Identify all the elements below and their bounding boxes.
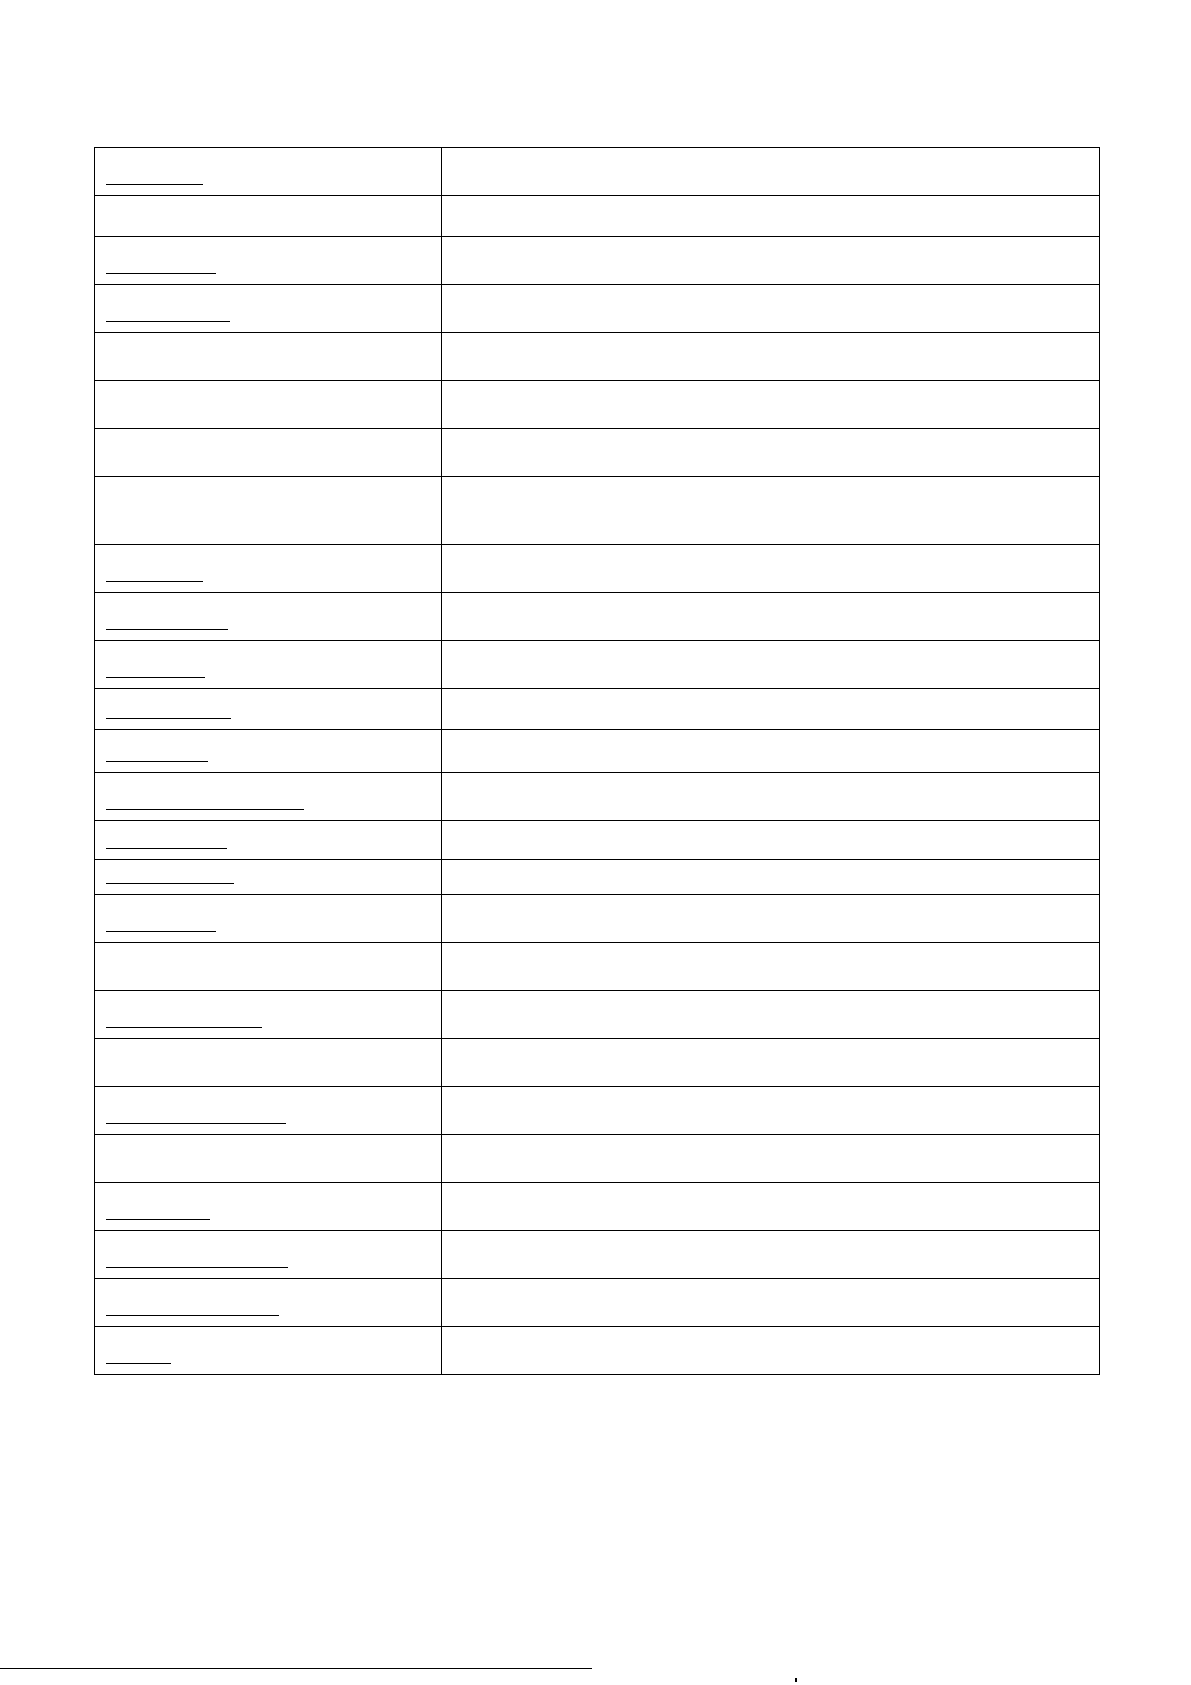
label-cell-content (95, 1039, 441, 1086)
table-row (95, 943, 1100, 991)
label-cell-content (95, 477, 441, 544)
table-row (95, 333, 1100, 381)
table-row (95, 1231, 1100, 1279)
label-cell-content (95, 333, 441, 380)
blank-fill-line (106, 1123, 286, 1124)
value-cell (442, 429, 1100, 477)
value-cell (442, 689, 1100, 730)
table-row (95, 991, 1100, 1039)
label-cell-content (95, 773, 441, 820)
table-row (95, 545, 1100, 593)
blank-fill-line (106, 883, 234, 884)
value-cell (442, 333, 1100, 381)
label-cell (95, 196, 442, 237)
blank-fill-line (106, 1267, 288, 1268)
table-row (95, 429, 1100, 477)
value-cell (442, 773, 1100, 821)
table-row (95, 381, 1100, 429)
label-cell-content (95, 1183, 441, 1230)
value-cell (442, 1135, 1100, 1183)
label-cell-content (95, 730, 441, 772)
blank-fill-line (106, 848, 227, 849)
value-cell (442, 237, 1100, 285)
table-row (95, 821, 1100, 860)
blank-fill-line (106, 1363, 171, 1364)
label-cell (95, 773, 442, 821)
label-cell (95, 991, 442, 1039)
value-cell (442, 895, 1100, 943)
label-cell (95, 1039, 442, 1087)
label-cell-content (95, 593, 441, 640)
blank-fill-line (106, 809, 304, 810)
blank-fill-line (106, 581, 203, 582)
table-row (95, 148, 1100, 196)
label-cell (95, 1087, 442, 1135)
label-cell (95, 593, 442, 641)
value-cell (442, 1279, 1100, 1327)
blank-fill-line (106, 677, 205, 678)
value-cell (442, 641, 1100, 689)
value-cell (442, 285, 1100, 333)
value-cell (442, 821, 1100, 860)
value-cell (442, 1183, 1100, 1231)
label-cell (95, 429, 442, 477)
label-cell (95, 1327, 442, 1375)
value-cell (442, 991, 1100, 1039)
value-cell (442, 1039, 1100, 1087)
table-row (95, 477, 1100, 545)
label-cell (95, 1231, 442, 1279)
label-cell (95, 477, 442, 545)
table-row (95, 1087, 1100, 1135)
footnote-mark (795, 1678, 797, 1682)
blank-fill-line (106, 1219, 210, 1220)
value-cell (442, 593, 1100, 641)
value-cell (442, 381, 1100, 429)
label-cell (95, 895, 442, 943)
label-cell-content (95, 895, 441, 942)
table-row (95, 196, 1100, 237)
label-cell (95, 1183, 442, 1231)
label-cell-content (95, 1087, 441, 1134)
value-cell (442, 148, 1100, 196)
label-cell (95, 860, 442, 895)
value-cell (442, 730, 1100, 773)
label-cell (95, 689, 442, 730)
table-row (95, 1327, 1100, 1375)
table-row (95, 285, 1100, 333)
label-cell-content (95, 285, 441, 332)
blank-fill-line (106, 761, 208, 762)
label-cell (95, 641, 442, 689)
table-row (95, 1183, 1100, 1231)
label-cell (95, 821, 442, 860)
table-row (95, 895, 1100, 943)
label-cell-content (95, 196, 441, 236)
label-cell (95, 1135, 442, 1183)
label-cell (95, 545, 442, 593)
value-cell (442, 196, 1100, 237)
label-cell-content (95, 991, 441, 1038)
table-row (95, 860, 1100, 895)
value-cell (442, 477, 1100, 545)
label-cell (95, 333, 442, 381)
label-cell-content (95, 545, 441, 592)
label-cell-content (95, 237, 441, 284)
label-cell-content (95, 1279, 441, 1326)
label-cell (95, 381, 442, 429)
table-row (95, 237, 1100, 285)
blank-fill-line (106, 321, 230, 322)
label-cell (95, 1279, 442, 1327)
label-cell-content (95, 1231, 441, 1278)
value-cell (442, 1231, 1100, 1279)
value-cell (442, 860, 1100, 895)
label-cell (95, 730, 442, 773)
table-row (95, 730, 1100, 773)
label-cell-content (95, 1135, 441, 1182)
label-cell-content (95, 429, 441, 476)
blank-fill-line (106, 931, 216, 932)
blank-fill-line (106, 718, 231, 719)
label-cell-content (95, 148, 441, 195)
blank-fill-line (106, 1027, 262, 1028)
form-table-body (95, 148, 1100, 1375)
label-cell (95, 285, 442, 333)
form-table (94, 147, 1100, 1375)
table-row (95, 1039, 1100, 1087)
table-row (95, 1279, 1100, 1327)
value-cell (442, 1087, 1100, 1135)
label-cell (95, 943, 442, 991)
blank-fill-line (106, 629, 228, 630)
footnote-separator (0, 1668, 592, 1669)
label-cell-content (95, 943, 441, 990)
table-row (95, 773, 1100, 821)
label-cell-content (95, 381, 441, 428)
value-cell (442, 1327, 1100, 1375)
label-cell-content (95, 689, 441, 729)
blank-fill-line (106, 273, 216, 274)
blank-fill-line (106, 184, 203, 185)
table-row (95, 641, 1100, 689)
label-cell-content (95, 641, 441, 688)
table-row (95, 1135, 1100, 1183)
label-cell (95, 237, 442, 285)
label-cell (95, 148, 442, 196)
value-cell (442, 545, 1100, 593)
table-row (95, 689, 1100, 730)
label-cell-content (95, 821, 441, 859)
value-cell (442, 943, 1100, 991)
table-row (95, 593, 1100, 641)
label-cell-content (95, 860, 441, 894)
blank-fill-line (106, 1315, 279, 1316)
label-cell-content (95, 1327, 441, 1374)
